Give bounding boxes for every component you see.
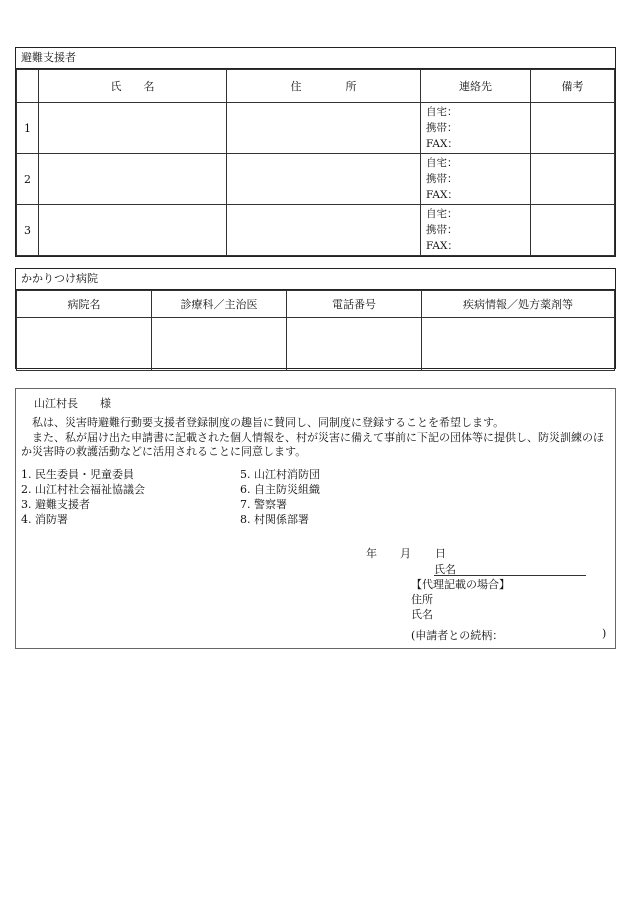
table-row: [17, 103, 615, 154]
consent-section: [15, 388, 616, 649]
supporters-title: 避難支援者: [16, 48, 615, 69]
fax-label: FAX：: [426, 240, 458, 252]
mobile-label: 携帯：: [426, 224, 458, 236]
date-month: 月: [400, 547, 411, 560]
address-cell[interactable]: [227, 154, 421, 205]
header-info: 疾病情報／処方薬剤等: [422, 291, 615, 318]
hospital-title: かかりつけ病院: [16, 269, 615, 290]
date-year: 年: [366, 547, 377, 560]
list-item: 3. 避難支援者: [21, 498, 90, 511]
consent-paragraph-1: 私は、災害時避難行動要支援者登録制度の趣旨に賛同し、同制度に登録することを希望します。: [21, 416, 505, 429]
header-address: 住 所: [227, 70, 421, 103]
home-label: 自宅：: [426, 106, 458, 118]
notes-cell[interactable]: [531, 103, 615, 154]
table-row: [17, 154, 615, 205]
header-dept: 診療科／主治医: [152, 291, 287, 318]
list-item: 7. 警察署: [240, 498, 287, 511]
relation-close: ): [602, 627, 607, 640]
row-number: 3: [17, 205, 39, 256]
proxy-name-label: 氏名: [411, 608, 433, 621]
address-cell[interactable]: [227, 103, 421, 154]
table-row: [17, 205, 615, 256]
relation-label: (申請者との続柄：: [411, 629, 504, 642]
name-cell[interactable]: [39, 103, 227, 154]
consent-paragraph-2: また、私が届け出た申請書に記載された個人情報を、村が災害に備えて事前に下記の団体等に提供し、防災訓練のほか災害時の救護活動などに活用されることに同意します。: [21, 431, 604, 458]
supporters-header-row: [17, 70, 615, 103]
date-day: 日: [435, 547, 446, 560]
info-cell[interactable]: [422, 318, 615, 371]
hospital-header-row: [17, 291, 615, 318]
list-item: 1. 民生委員・児童委員: [21, 468, 134, 481]
org-list-right: [240, 467, 320, 527]
fax-label: FAX：: [426, 189, 458, 201]
list-item: 5. 山江村消防団: [240, 468, 320, 481]
header-phone: 電話番号: [287, 291, 422, 318]
row-number: 1: [17, 103, 39, 154]
table-row: [17, 318, 615, 371]
mobile-label: 携帯：: [426, 122, 458, 134]
contact-cell[interactable]: [421, 154, 531, 205]
list-item: 6. 自主防災組織: [240, 483, 320, 496]
header-contact: 連絡先: [421, 70, 531, 103]
proxy-address-label: 住所: [411, 593, 433, 606]
contact-cell[interactable]: [421, 103, 531, 154]
list-item: 2. 山江村社会福祉協議会: [21, 483, 145, 496]
list-item: 4. 消防署: [21, 513, 68, 526]
row-number: 2: [17, 154, 39, 205]
name-cell[interactable]: [39, 205, 227, 256]
fax-label: FAX：: [426, 138, 458, 150]
org-list-left: [21, 467, 145, 527]
contact-cell[interactable]: [421, 205, 531, 256]
applicant-name-label: 氏名: [434, 563, 456, 576]
notes-cell[interactable]: [531, 205, 615, 256]
dept-cell[interactable]: [152, 318, 287, 371]
home-label: 自宅：: [426, 157, 458, 169]
hospital-table: [16, 290, 615, 371]
header-hospital-name: 病院名: [17, 291, 152, 318]
hospital-name-cell[interactable]: [17, 318, 152, 371]
supporters-section: [15, 47, 616, 257]
address-cell[interactable]: [227, 205, 421, 256]
home-label: 自宅：: [426, 208, 458, 220]
proxy-title: 【代理記載の場合】: [411, 578, 510, 591]
hospital-section: [15, 268, 616, 369]
header-name: 氏 名: [39, 70, 227, 103]
name-cell[interactable]: [39, 154, 227, 205]
header-num: [17, 70, 39, 103]
phone-cell[interactable]: [287, 318, 422, 371]
mobile-label: 携帯：: [426, 173, 458, 185]
addressee: 山江村長 様: [34, 397, 111, 410]
notes-cell[interactable]: [531, 154, 615, 205]
header-notes: 備考: [531, 70, 615, 103]
list-item: 8. 村関係部署: [240, 513, 309, 526]
supporters-table: [16, 69, 615, 256]
